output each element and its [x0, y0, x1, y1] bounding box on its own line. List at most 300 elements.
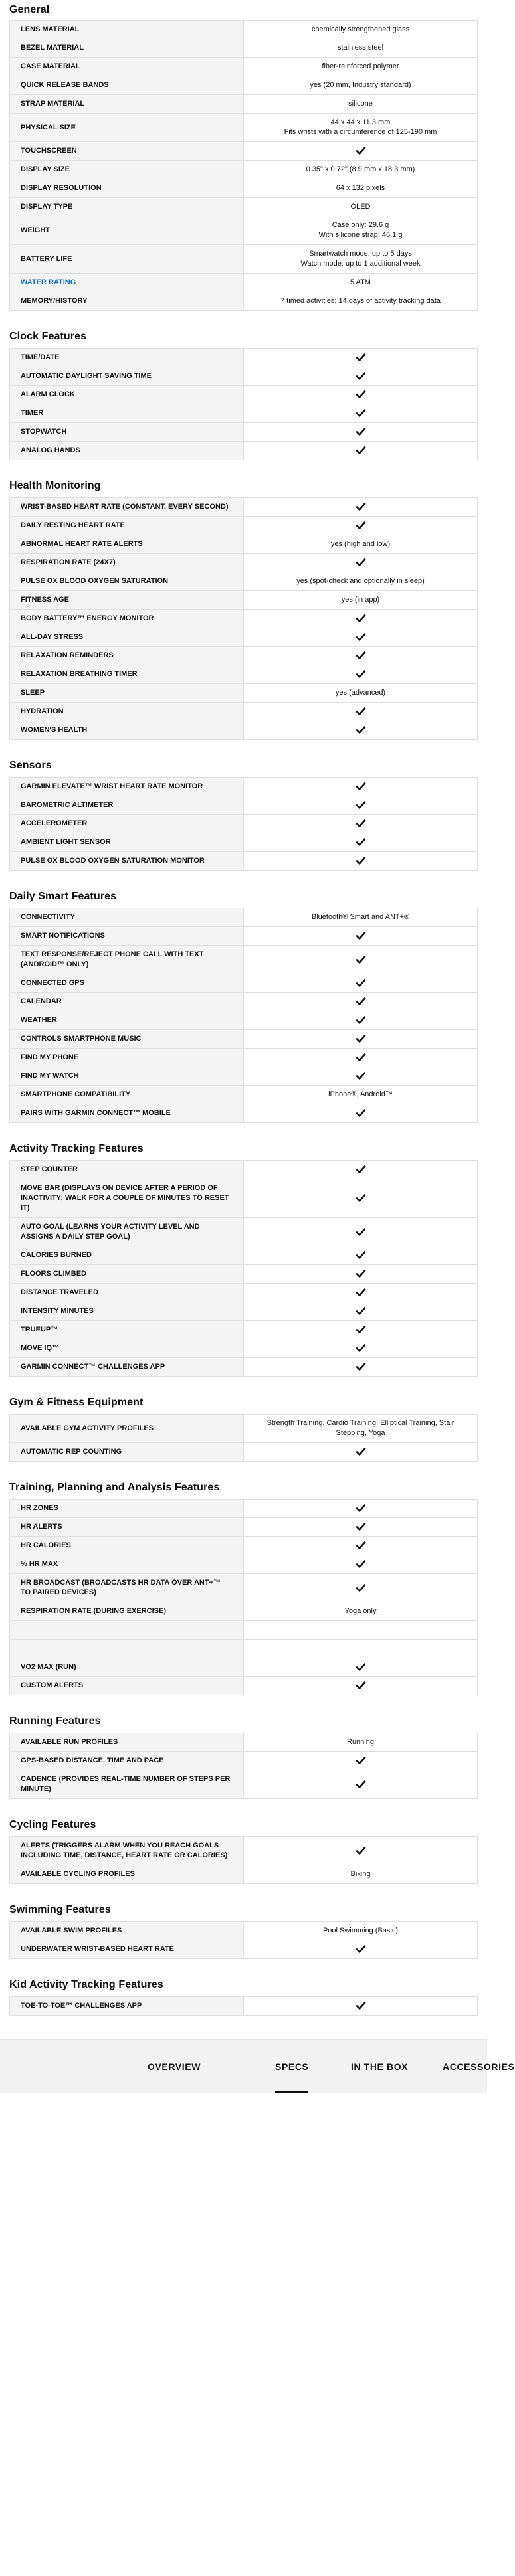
checkmark-icon	[356, 521, 365, 529]
spec-label: AVAILABLE CYCLING PROFILES	[10, 1865, 244, 1884]
spec-row	[10, 1677, 478, 1695]
spec-row	[10, 1865, 478, 1884]
spec-row	[10, 628, 478, 647]
spec-row	[10, 498, 478, 517]
spec-label: UNDERWATER WRIST-BASED HEART RATE	[10, 1940, 244, 1959]
spec-value-check	[244, 1443, 478, 1462]
spec-value: Bluetooth® Smart and ANT+®	[244, 908, 478, 927]
spec-row	[10, 815, 478, 833]
spec-row	[10, 292, 478, 311]
spec-row	[10, 665, 478, 684]
spec-row	[10, 796, 478, 815]
spec-label: INTENSITY MINUTES	[10, 1302, 244, 1321]
spec-value-line: Case only: 29.6 g	[332, 221, 389, 229]
spec-value-check	[244, 554, 478, 572]
spec-label: SLEEP	[10, 684, 244, 703]
spec-row	[10, 1574, 478, 1602]
spec-row	[10, 1537, 478, 1555]
spec-table-clock-features	[9, 348, 478, 460]
checkmark-icon	[356, 446, 365, 454]
spec-label: AVAILABLE RUN PROFILES	[10, 1733, 244, 1752]
spec-table-activity-tracking-features	[9, 1160, 478, 1377]
checkmark-icon	[356, 1584, 365, 1592]
spec-label: HR CALORIES	[10, 1537, 244, 1555]
spec-label: ANALOG HANDS	[10, 442, 244, 460]
spec-value-check	[244, 349, 478, 367]
spec-row	[10, 1443, 478, 1462]
spec-value-check	[244, 1067, 478, 1086]
spec-label: WRIST-BASED HEART RATE (CONSTANT, EVERY SECOND)	[10, 498, 244, 517]
spec-label: HR ZONES	[10, 1500, 244, 1518]
spec-value: OLED	[244, 198, 478, 216]
spec-label: PAIRS WITH GARMIN CONNECT™ MOBILE	[10, 1104, 244, 1123]
spec-row	[10, 946, 478, 974]
spec-row	[10, 610, 478, 628]
spec-value-check	[244, 1752, 478, 1770]
spec-label: TOUCHSCREEN	[10, 142, 244, 161]
spec-row	[10, 1997, 478, 2016]
spec-value-check	[244, 665, 478, 684]
spec-value: yes (20 mm, Industry standard)	[244, 76, 478, 95]
spec-value-check	[244, 1104, 478, 1123]
checkmark-icon	[356, 614, 365, 622]
spec-label: CONNECTIVITY	[10, 908, 244, 927]
section-title-kid-activity-tracking-features: Kid Activity Tracking Features	[9, 1979, 163, 1990]
checkmark-icon	[356, 956, 365, 964]
spec-value: 0.35" x 0.72" (8.9 mm x 18.3 mm)	[244, 161, 478, 179]
checkmark-icon	[356, 503, 365, 511]
spec-value: yes (spot-check and optionally in sleep)	[244, 572, 478, 591]
spec-value-check	[244, 610, 478, 628]
spec-label: DISPLAY SIZE	[10, 161, 244, 179]
checkmark-icon	[356, 1663, 365, 1671]
spec-row	[10, 58, 478, 76]
spec-value-check	[244, 628, 478, 647]
spec-value: 7 timed activities; 14 days of activity tracking data	[244, 292, 478, 311]
spec-value	[244, 1640, 478, 1658]
spec-value: Strength Training, Cardio Training, Elliptical Training, Stair Stepping, Yoga	[244, 1415, 478, 1443]
spec-value-check	[244, 1537, 478, 1555]
sticky-tab-bar	[0, 2039, 515, 2093]
spec-table-general	[9, 20, 478, 311]
spec-row	[10, 1752, 478, 1770]
spec-value: yes (in app)	[244, 591, 478, 610]
spec-row	[10, 1658, 478, 1677]
spec-label: CONTROLS SMARTPHONE MUSIC	[10, 1030, 244, 1049]
checkmark-icon	[356, 428, 365, 436]
spec-row	[10, 1161, 478, 1179]
spec-label: FIND MY WATCH	[10, 1067, 244, 1086]
spec-label: FLOORS CLIMBED	[10, 1265, 244, 1284]
checkmark-icon	[356, 932, 365, 940]
spec-row	[10, 386, 478, 404]
spec-row	[10, 1179, 478, 1218]
spec-label: CASE MATERIAL	[10, 58, 244, 76]
spec-label: TIMER	[10, 404, 244, 423]
spec-label: PHYSICAL SIZE	[10, 114, 244, 142]
checkmark-icon	[356, 726, 365, 734]
spec-label: LENS MATERIAL	[10, 21, 244, 39]
checkmark-icon	[356, 838, 365, 846]
spec-label: CALENDAR	[10, 993, 244, 1011]
checkmark-icon	[356, 1109, 365, 1117]
spec-value: yes (advanced)	[244, 684, 478, 703]
checkmark-icon	[356, 1363, 365, 1371]
spec-label: ACCELEROMETER	[10, 815, 244, 833]
spec-value-check	[244, 796, 478, 815]
spec-value-check	[244, 1179, 478, 1218]
spec-label: QUICK RELEASE BANDS	[10, 76, 244, 95]
spec-label: DISTANCE TRAVELED	[10, 1284, 244, 1302]
spec-row	[10, 349, 478, 367]
spec-row	[10, 1011, 478, 1030]
spec-label: AVAILABLE SWIM PROFILES	[10, 1922, 244, 1940]
spec-value-check	[244, 386, 478, 404]
spec-label: GARMIN CONNECT™ CHALLENGES APP	[10, 1358, 244, 1377]
checkmark-icon	[356, 707, 365, 715]
spec-value-check	[244, 1339, 478, 1358]
checkmark-icon	[356, 819, 365, 827]
tab-specs[interactable]	[275, 2040, 308, 2093]
spec-label: DAILY RESTING HEART RATE	[10, 517, 244, 535]
spec-label: CONNECTED GPS	[10, 974, 244, 993]
spec-row	[10, 1246, 478, 1265]
spec-label: WEIGHT	[10, 216, 244, 245]
section-title-general: General	[9, 4, 50, 15]
spec-label: BATTERY LIFE	[10, 245, 244, 274]
spec-value: iPhone®, Android™	[244, 1086, 478, 1104]
spec-row	[10, 703, 478, 721]
spec-value-line: Fits wrists with a circumference of 125-190 mm	[284, 128, 437, 136]
spec-value-check	[244, 778, 478, 796]
spec-value-line: Smartwatch mode: up to 5 days	[309, 250, 412, 258]
spec-label: AVAILABLE GYM ACTIVITY PROFILES	[10, 1415, 244, 1443]
spec-value-check	[244, 1658, 478, 1677]
spec-table-health-monitoring	[9, 497, 478, 740]
spec-row	[10, 721, 478, 740]
checkmark-icon	[356, 409, 365, 417]
checkmark-icon	[356, 1228, 365, 1236]
section-title-running-features: Running Features	[9, 1715, 101, 1727]
spec-value: 5 ATM	[244, 274, 478, 292]
spec-row	[10, 423, 478, 442]
spec-value-check	[244, 423, 478, 442]
spec-row	[10, 647, 478, 665]
tab-in-the-box[interactable]	[351, 2040, 408, 2093]
spec-value-check	[244, 404, 478, 423]
section-title-swimming-features: Swimming Features	[9, 1904, 111, 1915]
spec-table-training-planning-and-analysis-features	[9, 1499, 478, 1695]
spec-value: 64 x 132 pixels	[244, 179, 478, 198]
checkmark-icon	[356, 1757, 365, 1764]
spec-row	[10, 1086, 478, 1104]
spec-row	[10, 974, 478, 993]
active-tab-indicator	[275, 2091, 308, 2093]
spec-value-check	[244, 1302, 478, 1321]
spec-label: MOVE IQ™	[10, 1339, 244, 1358]
spec-row	[10, 1358, 478, 1377]
spec-label: HR BROADCAST (BROADCASTS HR DATA OVER ANT+™ TO PAIRED DEVICES)	[10, 1574, 244, 1602]
spec-label: DISPLAY RESOLUTION	[10, 179, 244, 198]
spec-row	[10, 1518, 478, 1537]
checkmark-icon	[356, 1448, 365, 1456]
checkmark-icon	[356, 979, 365, 987]
spec-row	[10, 1922, 478, 1940]
spec-value-check	[244, 974, 478, 993]
checkmark-icon	[356, 857, 365, 865]
tab-overview[interactable]	[148, 2040, 201, 2093]
spec-label: ALARM CLOCK	[10, 386, 244, 404]
spec-row	[10, 1284, 478, 1302]
checkmark-icon	[356, 1072, 365, 1080]
spec-row	[10, 1104, 478, 1123]
spec-value-check	[244, 1500, 478, 1518]
spec-label: HYDRATION	[10, 703, 244, 721]
checkmark-icon	[356, 1344, 365, 1352]
checkmark-icon	[356, 558, 365, 566]
spec-row	[10, 1265, 478, 1284]
checkmark-icon	[356, 1847, 365, 1855]
checkmark-icon	[356, 1681, 365, 1689]
spec-value-check	[244, 498, 478, 517]
spec-value-check	[244, 142, 478, 161]
checkmark-icon	[356, 1194, 365, 1202]
spec-row	[10, 114, 478, 142]
spec-row	[10, 1030, 478, 1049]
spec-row	[10, 1640, 478, 1658]
spec-row	[10, 908, 478, 927]
spec-value: Pool Swimming (Basic)	[244, 1922, 478, 1940]
spec-row	[10, 535, 478, 554]
spec-label: PULSE OX BLOOD OXYGEN SATURATION	[10, 572, 244, 591]
spec-label	[10, 1640, 244, 1658]
spec-label: CUSTOM ALERTS	[10, 1677, 244, 1695]
spec-row	[10, 76, 478, 95]
tab-label: ACCESSORIES	[443, 2061, 515, 2072]
spec-label: MEMORY/HISTORY	[10, 292, 244, 311]
spec-value-check	[244, 1837, 478, 1865]
spec-value: chemically strengthened glass	[244, 21, 478, 39]
spec-table-sensors	[9, 777, 478, 871]
spec-row	[10, 21, 478, 39]
spec-table-running-features	[9, 1733, 478, 1799]
checkmark-icon	[356, 1035, 365, 1043]
spec-label: AMBIENT LIGHT SENSOR	[10, 833, 244, 852]
tab-label: OVERVIEW	[148, 2061, 201, 2072]
spec-value-line: Watch mode: up to 1 additional week	[300, 260, 421, 268]
spec-value-check	[244, 815, 478, 833]
spec-value-check	[244, 1161, 478, 1179]
spec-row	[10, 1049, 478, 1067]
spec-label: AUTOMATIC REP COUNTING	[10, 1443, 244, 1462]
spec-value-check	[244, 442, 478, 460]
spec-label: TIME/DATE	[10, 349, 244, 367]
spec-value-check	[244, 1246, 478, 1265]
spec-table-swimming-features	[9, 1921, 478, 1959]
spec-label: BODY BATTERY™ ENERGY MONITOR	[10, 610, 244, 628]
spec-value-check	[244, 1518, 478, 1537]
spec-row	[10, 1555, 478, 1574]
checkmark-icon	[356, 1016, 365, 1024]
spec-label: RELAXATION BREATHING TIMER	[10, 665, 244, 684]
spec-row	[10, 142, 478, 161]
spec-value-check	[244, 721, 478, 740]
checkmark-icon	[356, 1307, 365, 1315]
spec-row	[10, 572, 478, 591]
spec-value-check	[244, 1358, 478, 1377]
spec-label: ALL-DAY STRESS	[10, 628, 244, 647]
section-title-activity-tracking-features: Activity Tracking Features	[9, 1143, 144, 1154]
spec-label: HR ALERTS	[10, 1518, 244, 1537]
checkmark-icon	[356, 1270, 365, 1278]
spec-label: SMART NOTIFICATIONS	[10, 927, 244, 946]
spec-value	[244, 114, 478, 142]
spec-value-line: With silicone strap: 46.1 g	[318, 231, 403, 239]
checkmark-icon	[356, 1523, 365, 1531]
spec-row	[10, 684, 478, 703]
spec-row	[10, 216, 478, 245]
spec-row	[10, 1218, 478, 1246]
spec-row	[10, 1837, 478, 1865]
checkmark-icon	[356, 1780, 365, 1788]
spec-value-check	[244, 1997, 478, 2016]
spec-label: % HR MAX	[10, 1555, 244, 1574]
spec-row	[10, 833, 478, 852]
spec-label: STEP COUNTER	[10, 1161, 244, 1179]
spec-value	[244, 1621, 478, 1640]
spec-label: DISPLAY TYPE	[10, 198, 244, 216]
spec-value-check	[244, 946, 478, 974]
spec-row	[10, 179, 478, 198]
spec-label: MOVE BAR (DISPLAYS ON DEVICE AFTER A PERIOD OF INACTIVITY; WALK FOR A COUPLE OF MINUTES TO RESET IT)	[10, 1179, 244, 1218]
spec-row	[10, 442, 478, 460]
spec-table-gym-fitness-equipment	[9, 1414, 478, 1462]
spec-label: FIND MY PHONE	[10, 1049, 244, 1067]
spec-label: FITNESS AGE	[10, 591, 244, 610]
section-title-gym-fitness-equipment: Gym & Fitness Equipment	[9, 1397, 144, 1408]
spec-value-check	[244, 833, 478, 852]
checkmark-icon	[356, 1541, 365, 1549]
spec-value-check	[244, 703, 478, 721]
spec-value	[244, 245, 478, 274]
spec-row	[10, 161, 478, 179]
checkmark-icon	[356, 1251, 365, 1259]
spec-value: silicone	[244, 95, 478, 114]
section-title-sensors: Sensors	[9, 760, 52, 771]
spec-value-check	[244, 1677, 478, 1695]
checkmark-icon	[356, 1288, 365, 1296]
spec-label: TOE-TO-TOE™ CHALLENGES APP	[10, 1997, 244, 2016]
spec-row	[10, 404, 478, 423]
spec-value: Yoga only	[244, 1602, 478, 1621]
spec-row	[10, 1302, 478, 1321]
spec-value-check	[244, 852, 478, 871]
spec-row	[10, 1621, 478, 1640]
checkmark-icon	[356, 1326, 365, 1333]
spec-value-check	[244, 517, 478, 535]
tab-label: IN THE BOX	[351, 2061, 409, 2072]
spec-value-check	[244, 1555, 478, 1574]
spec-value-check	[244, 1284, 478, 1302]
spec-label: PULSE OX BLOOD OXYGEN SATURATION MONITOR	[10, 852, 244, 871]
spec-value-line: 44 x 44 x 11.3 mm	[330, 118, 391, 126]
checkmark-icon	[356, 390, 365, 398]
spec-label: TEXT RESPONSE/REJECT PHONE CALL WITH TEXT (ANDROID™ ONLY)	[10, 946, 244, 974]
tab-accessories[interactable]	[443, 2040, 515, 2093]
spec-row	[10, 198, 478, 216]
spec-row	[10, 39, 478, 58]
spec-label-link[interactable]: WATER RATING	[10, 274, 244, 292]
spec-value: Running	[244, 1733, 478, 1752]
spec-label: RESPIRATION RATE (24X7)	[10, 554, 244, 572]
checkmark-icon	[356, 651, 365, 659]
spec-label: VO2 MAX (RUN)	[10, 1658, 244, 1677]
spec-row	[10, 517, 478, 535]
checkmark-icon	[356, 801, 365, 809]
spec-row	[10, 274, 478, 292]
spec-value-check	[244, 647, 478, 665]
spec-row	[10, 1321, 478, 1339]
spec-value-check	[244, 993, 478, 1011]
spec-table-kid-activity-tracking-features	[9, 1996, 478, 2016]
spec-label: GPS-BASED DISTANCE, TIME AND PACE	[10, 1752, 244, 1770]
spec-row	[10, 245, 478, 274]
checkmark-icon	[356, 353, 365, 361]
section-title-cycling-features: Cycling Features	[9, 1819, 96, 1830]
spec-label: ALERTS (TRIGGERS ALARM WHEN YOU REACH GOALS INCLUDING TIME, DISTANCE, HEART RATE OR CALORIES)	[10, 1837, 244, 1865]
spec-value: yes (high and low)	[244, 535, 478, 554]
checkmark-icon	[356, 670, 365, 678]
spec-row	[10, 993, 478, 1011]
checkmark-icon	[356, 1504, 365, 1512]
spec-value-check	[244, 1218, 478, 1246]
spec-value-check	[244, 1770, 478, 1799]
spec-row	[10, 927, 478, 946]
spec-value-check	[244, 1574, 478, 1602]
spec-row	[10, 554, 478, 572]
checkmark-icon	[356, 782, 365, 790]
spec-row	[10, 1770, 478, 1799]
spec-table-daily-smart-features	[9, 908, 478, 1123]
spec-value	[244, 216, 478, 245]
spec-row	[10, 95, 478, 114]
spec-table-cycling-features	[9, 1836, 478, 1884]
spec-value-check	[244, 1321, 478, 1339]
spec-row	[10, 591, 478, 610]
spec-label: BAROMETRIC ALTIMETER	[10, 796, 244, 815]
spec-label: RELAXATION REMINDERS	[10, 647, 244, 665]
spec-label: CALORIES BURNED	[10, 1246, 244, 1265]
spec-row	[10, 852, 478, 871]
spec-label: WOMEN'S HEALTH	[10, 721, 244, 740]
spec-label: AUTOMATIC DAYLIGHT SAVING TIME	[10, 367, 244, 386]
checkmark-icon	[356, 2002, 365, 2010]
section-title-clock-features: Clock Features	[9, 331, 87, 342]
checkmark-icon	[356, 1945, 365, 1953]
checkmark-icon	[356, 997, 365, 1005]
spec-label: ABNORMAL HEART RATE ALERTS	[10, 535, 244, 554]
spec-row	[10, 1940, 478, 1959]
spec-label: AUTO GOAL (LEARNS YOUR ACTIVITY LEVEL AND ASSIGNS A DAILY STEP GOAL)	[10, 1218, 244, 1246]
spec-value: Biking	[244, 1865, 478, 1884]
spec-label: GARMIN ELEVATE™ WRIST HEART RATE MONITOR	[10, 778, 244, 796]
spec-label: WEATHER	[10, 1011, 244, 1030]
section-title-health-monitoring: Health Monitoring	[9, 480, 101, 491]
checkmark-icon	[356, 372, 365, 380]
tab-label: SPECS	[275, 2061, 309, 2072]
checkmark-icon	[356, 1053, 365, 1061]
spec-value-check	[244, 367, 478, 386]
